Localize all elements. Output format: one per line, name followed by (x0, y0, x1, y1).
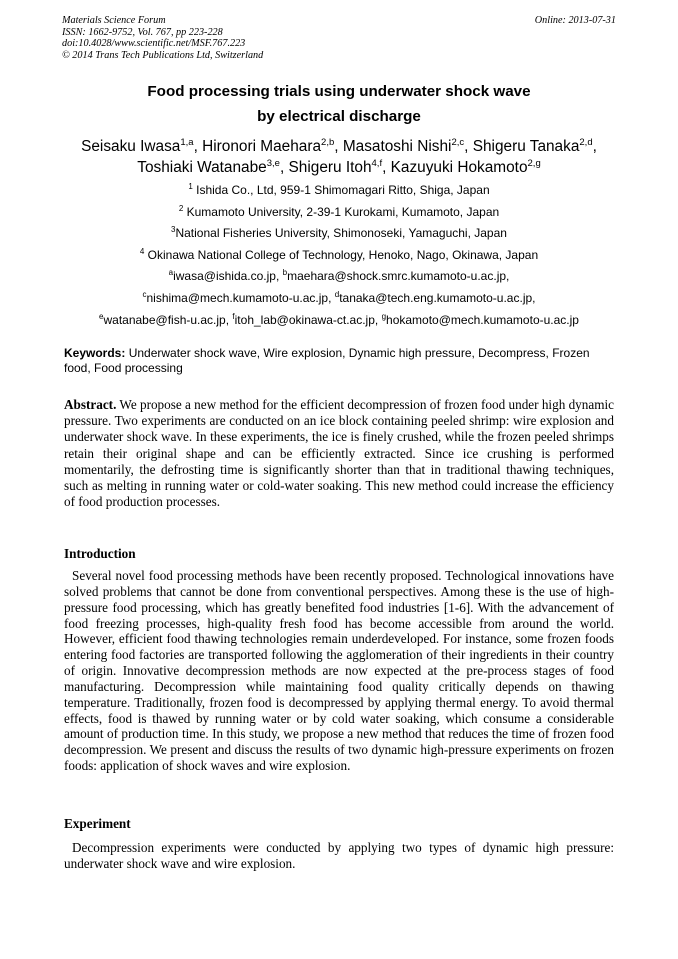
author-name: Seisaku Iwasa (81, 138, 181, 155)
author-sup: 1,a (180, 136, 194, 148)
affiliation-sup: 4 (139, 246, 145, 256)
email-sup: c (142, 289, 147, 299)
author-name: Hironori Maehara (202, 138, 322, 155)
affiliation-text: National Fisheries University, Shimonoseki, Yamaguchi, Japan (175, 226, 507, 241)
author-sep: , (193, 138, 203, 155)
title-line-1: Food processing trials using underwater shock wave (147, 83, 531, 100)
affiliation-sup: 1 (188, 182, 193, 191)
author-sep: , (464, 138, 473, 155)
affiliation-line (62, 180, 616, 202)
doi-line: doi:10.4028/www.scientific.net/MSF.767.223 (62, 38, 246, 50)
email-sup: e (99, 311, 104, 321)
author-name: Toshiaki Watanabe (137, 159, 267, 176)
author-sep: , (279, 159, 289, 176)
author-name: Masatoshi Nishi (342, 138, 452, 155)
author-sup: 2,c (451, 136, 465, 148)
author-name: Shigeru Itoh (288, 159, 372, 176)
email-line (62, 266, 616, 288)
email-line (62, 310, 616, 332)
affiliation-line (62, 202, 616, 224)
affiliation-sup: 2 (178, 203, 184, 213)
email-address: maehara@shock.smrc.kumamoto-u.ac.jp, (287, 269, 510, 284)
email-address: tanaka@tech.eng.kumamoto-u.ac.jp, (339, 290, 536, 305)
journal-name: Materials Science Forum (62, 15, 166, 26)
affiliation-line (62, 223, 616, 245)
keywords (64, 346, 616, 375)
abstract (64, 397, 614, 510)
online-date: Online: 2013-07-31 (534, 15, 616, 26)
author-sep: , (382, 159, 391, 176)
affiliation-line (62, 245, 616, 267)
abstract-text: We propose a new method for the efficient decompression of frozen food under high dynamic pressure. Two experiments are conducted on an ice block containing peeled shrimp: wire explosion and underwater shock wave. In these experiments, the ice is finely crushed, while the frozen peeled shrimps retain their original shape and can be efficiently extracted. Since ice crushing is performed momentarily, the defrosting time is significantly shorter than that in traditional thawing techniques, such as melting in running water or cold-water soaking. This new method could increase the efficiency of food production processes. (64, 397, 614, 510)
affiliation-text: Okinawa National College of Technology, Henoko, Nago, Okinawa, Japan (144, 247, 539, 262)
affiliation-text: Kumamoto University, 2-39-1 Kurokami, Kumamoto, Japan (183, 204, 500, 219)
email-address: hokamoto@mech.kumamoto-u.ac.jp (386, 312, 579, 327)
email-sup: f (232, 311, 235, 321)
author-name: Shigeru Tanaka (472, 138, 580, 155)
email-address: nishima@mech.kumamoto-u.ac.jp, (146, 290, 335, 305)
author-sup: 2,g (527, 157, 541, 169)
email-line (62, 288, 616, 310)
introduction-text: Several novel food processing methods have been recently proposed. Technological innovations have solved problems that cannot be done from conventional perspectives. Among these is the use of high-pressure food processing, which has greatly benefited food industries [1-6]. With the advancement of food freezing processes, high-quality fresh food has become accessible from around the world. However, efficient food thawing technologies remain underdeveloped. For instance, some frozen foods entering food factories are transported following the agglomeration of their ingredients in their country of origin. Innovative decompression methods are now expected at the pre-process stages of food manufacturing. Decompression while maintaining food quality critically depends on thawing temperature. Traditionally, frozen food is decompressed by applying thermal energy. To avoid thermal effects, food is thawed by running water or by cold water soaking, which consume a considerable amount of production time. In this study, we propose a new method that reduces the time of frozen food decompression. We present and discuss the results of two dynamic high-pressure experiments on frozen foods: application of shock waves and wire explosion. (64, 568, 614, 774)
author-sep: , (592, 138, 597, 155)
experiment-text: Decompression experiments were conducted by applying two types of dynamic high pressure: underwater shock wave and wire explosion. (64, 840, 614, 871)
keywords-text: Underwater shock wave, Wire explosion, Dynamic high pressure, Decompress, Frozen food, Food processing (64, 346, 590, 375)
author-sep: , (334, 138, 343, 155)
author-name: Kazuyuki Hokamoto (390, 159, 528, 176)
introduction-heading: Introduction (64, 546, 136, 561)
email-sup: a (168, 268, 174, 278)
email-sup: d (334, 289, 340, 299)
abstract-label: Abstract. (64, 397, 117, 412)
email-address: itoh_lab@okinawa-ct.ac.jp, (234, 312, 382, 327)
issn-line: ISSN: 1662-9752, Vol. 767, pp 223-228 (62, 26, 223, 38)
affiliations (62, 180, 616, 331)
author-sup: 3,e (266, 157, 280, 169)
email-sup: g (381, 311, 387, 321)
paper-title (62, 79, 616, 129)
keywords-label: Keywords: (64, 346, 126, 360)
title-line-2: by electrical discharge (257, 108, 421, 125)
author-sup: 2,d (579, 136, 593, 148)
author-list (62, 136, 616, 178)
email-address: iwasa@ishida.co.jp, (173, 269, 283, 284)
email-address: watanabe@fish-u.ac.jp, (103, 312, 233, 327)
experiment-heading: Experiment (64, 816, 131, 831)
author-line-1 (62, 136, 616, 157)
author-sup: 4,f (371, 157, 383, 169)
author-line-2 (62, 157, 616, 178)
affiliation-text: Ishida Co., Ltd, 959-1 Shimomagari Ritto, Shiga, Japan (192, 183, 490, 197)
email-sup: b (282, 268, 288, 278)
affiliation-sup: 3 (171, 225, 176, 235)
journal-header (62, 15, 616, 61)
author-sup: 2,b (321, 136, 335, 148)
copyright-line: © 2014 Trans Tech Publications Ltd, Switzerland (62, 49, 264, 61)
